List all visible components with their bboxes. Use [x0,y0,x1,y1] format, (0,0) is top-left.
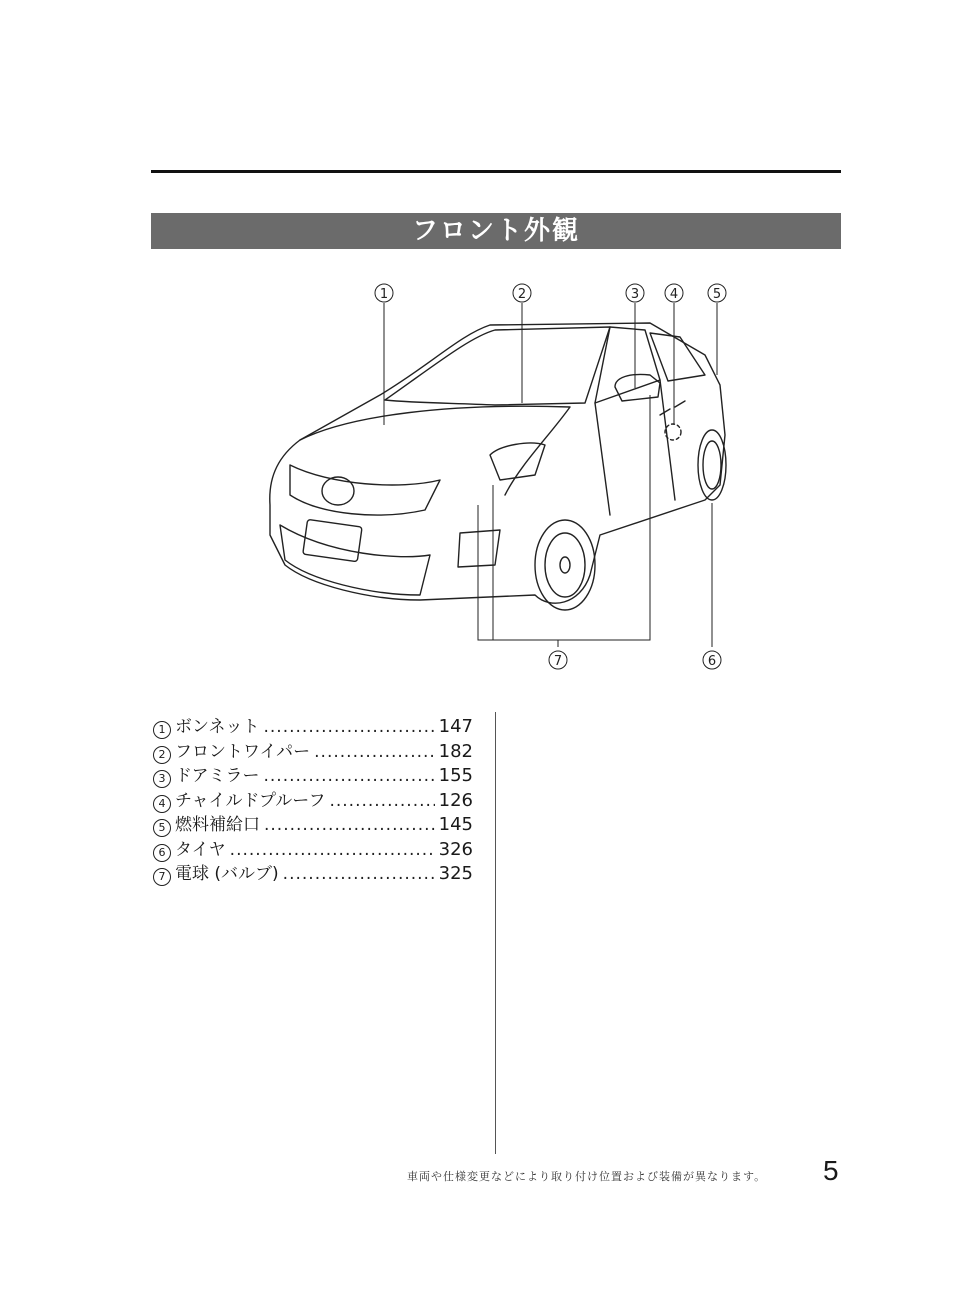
item-page: 145 [438,814,473,835]
fog-light [458,530,500,567]
item-number: 4 [153,795,171,813]
item-label: 燃料補給口 [175,815,260,835]
callout-2 [513,284,531,302]
svg-text:4: 4 [669,287,679,302]
svg-text:1: 1 [379,287,389,302]
fuel-lid [665,424,681,440]
lower-grille [280,525,430,595]
callout-1 [375,284,393,302]
leader-dots [314,742,434,762]
item-label: フロントワイパー [175,741,311,762]
page-number: 5 [823,1155,839,1186]
footer-note: 車両や仕様変更などにより取り付け位置および装備が異なります。 [407,1170,767,1183]
item-label: ドアミラー [175,766,260,786]
index-item[interactable] [153,859,473,884]
callout-3 [626,284,644,302]
index-item[interactable] [153,737,473,762]
component-index-list [153,712,473,884]
car-body-outline [270,323,725,603]
svg-text:7: 7 [553,654,563,669]
svg-text:2: 2 [517,287,527,302]
item-page: 182 [438,740,473,762]
leader-dots [283,864,435,884]
section-title: フロント外観 [411,216,580,246]
item-page: 147 [438,716,473,737]
index-item[interactable] [153,810,473,835]
item-label: ボンネット [175,717,260,737]
upper-grille [290,465,440,515]
leader-dots [329,791,434,811]
index-item[interactable] [153,761,473,786]
item-label: タイヤ [175,839,226,860]
item-page: 325 [438,863,473,884]
item-page: 326 [438,838,473,860]
emblem [322,477,354,505]
index-item[interactable] [153,786,473,811]
item-page: 126 [438,789,473,811]
index-item[interactable] [153,712,473,737]
item-number: 7 [153,868,171,886]
leader-dots [230,840,435,860]
column-divider [495,712,496,1154]
section-header [151,213,841,249]
item-label: 電球 (バルブ) [175,864,279,884]
item-number: 5 [153,819,171,837]
top-rule [151,170,841,173]
side-window-front [595,327,660,403]
callout-5 [708,284,726,302]
callout-4 [665,284,683,302]
item-label: チャイルドプルーフ [175,790,326,811]
item-page: 155 [438,765,473,786]
callout-6 [703,651,721,669]
item-number: 6 [153,844,171,862]
svg-text:6: 6 [707,654,717,669]
callout-7 [549,651,567,669]
svg-text:3: 3 [630,287,640,302]
item-number: 2 [153,746,171,764]
car-front-illustration [250,275,730,680]
index-item[interactable] [153,835,473,860]
svg-text:5: 5 [712,287,722,302]
item-number: 1 [153,721,171,739]
leader-dots [264,766,435,786]
leader-dots [264,815,435,835]
windshield [385,327,610,405]
item-number: 3 [153,770,171,788]
leader-dots [264,717,435,737]
